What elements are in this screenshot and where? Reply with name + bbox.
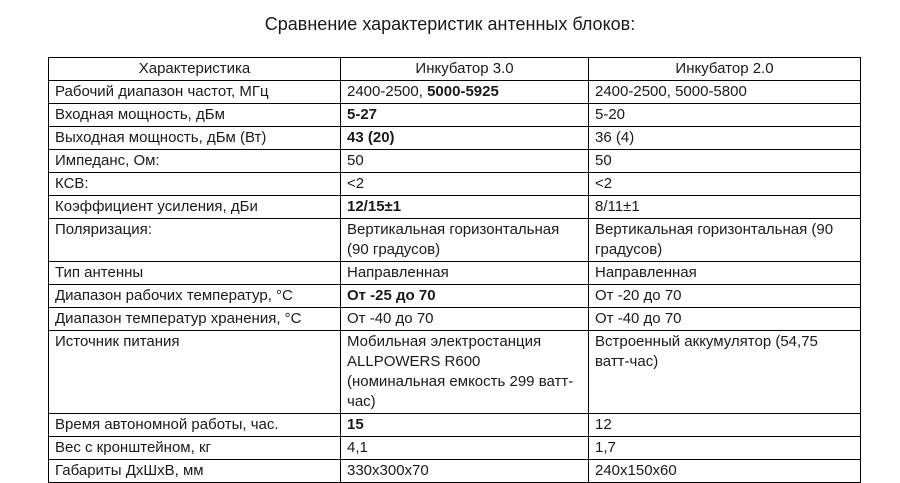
table-row	[49, 81, 861, 104]
cell-value: 12	[595, 416, 612, 433]
row-label: Диапазон рабочих температур, °C	[49, 285, 341, 308]
table-row	[49, 150, 861, 173]
cell-incubator-2-0	[589, 219, 861, 262]
cell-incubator-2-0	[589, 262, 861, 285]
row-label: Рабочий диапазон частот, МГц	[49, 81, 341, 104]
cell-incubator-3-0	[341, 414, 589, 437]
cell-value: 1,7	[595, 439, 616, 456]
col-header-incubator-3-0: Инкубатор 3.0	[341, 58, 589, 81]
header-row	[49, 58, 861, 81]
table-row	[49, 460, 861, 483]
cell-value-bold: 5-27	[347, 106, 378, 123]
cell-incubator-3-0	[341, 81, 589, 104]
table-body	[49, 81, 861, 483]
cell-incubator-3-0	[341, 104, 589, 127]
row-label: Поляризация:	[49, 219, 341, 262]
cell-incubator-2-0	[589, 150, 861, 173]
cell-value: 4,1	[347, 439, 368, 456]
cell-incubator-2-0	[589, 81, 861, 104]
cell-value-bold: 43 (20)	[347, 129, 395, 146]
row-label: Время автономной работы, час.	[49, 414, 341, 437]
cell-value: 240x150x60	[595, 462, 677, 479]
cell-value: От -40 до 70	[347, 310, 434, 327]
row-label: Источник питания	[49, 331, 341, 414]
table-row	[49, 262, 861, 285]
cell-value-bold: От -25 до 70	[347, 287, 436, 304]
cell-incubator-3-0	[341, 460, 589, 483]
cell-incubator-3-0	[341, 219, 589, 262]
comparison-table	[48, 57, 861, 483]
row-label: Коэффициент усиления, дБи	[49, 196, 341, 219]
page-title: Сравнение характеристик антенных блоков:	[264, 14, 636, 34]
cell-incubator-3-0	[341, 150, 589, 173]
cell-incubator-3-0	[341, 285, 589, 308]
cell-value: 8/11±1	[595, 198, 640, 215]
cell-incubator-2-0	[589, 437, 861, 460]
cell-value: <2	[595, 175, 613, 192]
cell-value: 50	[595, 152, 612, 169]
cell-value-bold: 5000-5925	[427, 83, 499, 100]
col-header-characteristic: Характеристика	[49, 58, 341, 81]
table-row	[49, 414, 861, 437]
row-label: Габариты ДхШхВ, мм	[49, 460, 341, 483]
cell-incubator-3-0	[341, 262, 589, 285]
cell-value: Вертикальная горизонтальная (90 градусов)	[595, 221, 834, 258]
row-label: Импеданс, Ом:	[49, 150, 341, 173]
cell-value: 50	[347, 152, 364, 169]
row-label: Выходная мощность, дБм (Вт)	[49, 127, 341, 150]
cell-incubator-2-0	[589, 331, 861, 414]
cell-value: Мобильная электростанция ALLPOWERS R600 (номинальная емкость 299 ватт-час)	[347, 333, 574, 410]
cell-value: 2400-2500, 5000-5800	[595, 83, 747, 100]
row-label: Тип антенны	[49, 262, 341, 285]
table-row	[49, 331, 861, 414]
cell-incubator-2-0	[589, 196, 861, 219]
table-row	[49, 285, 861, 308]
table-row	[49, 173, 861, 196]
cell-incubator-2-0	[589, 308, 861, 331]
cell-value-bold: 15	[347, 416, 364, 433]
table-row	[49, 219, 861, 262]
table-row	[49, 104, 861, 127]
row-label: Входная мощность, дБм	[49, 104, 341, 127]
table-row	[49, 308, 861, 331]
cell-value: 330x300x70	[347, 462, 429, 479]
cell-value: От -40 до 70	[595, 310, 682, 327]
cell-value: Встроенный аккумулятор (54,75 ватт-час)	[595, 333, 818, 370]
cell-incubator-2-0	[589, 127, 861, 150]
cell-value: Направленная	[595, 264, 697, 281]
cell-incubator-3-0	[341, 196, 589, 219]
cell-value-bold: 12/15±1	[347, 198, 402, 215]
cell-incubator-2-0	[589, 104, 861, 127]
row-label: КСВ:	[49, 173, 341, 196]
row-label: Вес с кронштейном, кг	[49, 437, 341, 460]
cell-value: <2	[347, 175, 365, 192]
cell-incubator-3-0	[341, 173, 589, 196]
cell-incubator-2-0	[589, 460, 861, 483]
cell-incubator-2-0	[589, 173, 861, 196]
table-row	[49, 437, 861, 460]
cell-value: Вертикальная горизонтальная (90 градусов)	[347, 221, 560, 258]
cell-value: 2400-2500,	[347, 83, 428, 100]
cell-incubator-3-0	[341, 331, 589, 414]
cell-value: Направленная	[347, 264, 449, 281]
cell-value: 36 (4)	[595, 129, 635, 146]
cell-incubator-2-0	[589, 285, 861, 308]
cell-incubator-3-0	[341, 437, 589, 460]
cell-value: 5-20	[595, 106, 626, 123]
table-row	[49, 127, 861, 150]
col-header-incubator-2-0: Инкубатор 2.0	[589, 58, 861, 81]
cell-incubator-3-0	[341, 308, 589, 331]
table-row	[49, 196, 861, 219]
row-label: Диапазон температур хранения, °C	[49, 308, 341, 331]
cell-incubator-3-0	[341, 127, 589, 150]
cell-value: От -20 до 70	[595, 287, 682, 304]
cell-incubator-2-0	[589, 414, 861, 437]
